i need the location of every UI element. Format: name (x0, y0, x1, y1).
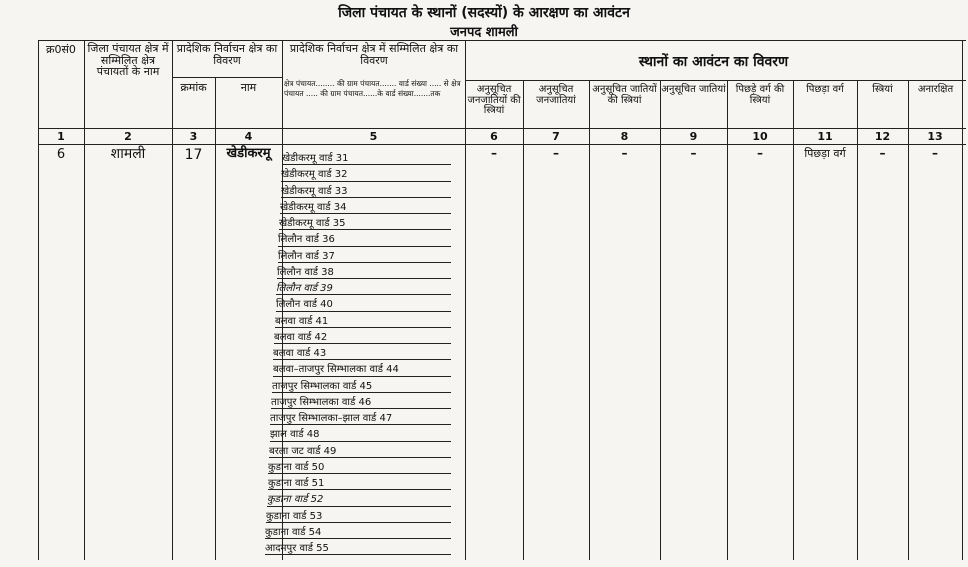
header-women: स्त्रियां (872, 84, 893, 95)
ward-underline (265, 554, 451, 555)
grid-line-numbers (38, 144, 966, 145)
ward-underline (276, 311, 451, 312)
header-sc-women: अनुसूचित जातियों की स्त्रियां (592, 84, 657, 106)
ward-item: लिलौन वार्ड 40 (276, 299, 333, 311)
ward-underline (266, 522, 451, 523)
header-kshetra-panchayat: जिला पंचायत क्षेत्र में सम्मिलित क्षेत्र पंचायतों के नाम (87, 42, 169, 79)
ward-underline (271, 408, 451, 409)
ward-underline (277, 278, 451, 279)
ward-underline (268, 473, 451, 474)
row-obc-women: – (757, 146, 763, 160)
grid-line-header (38, 128, 966, 129)
grid-col-line (38, 40, 39, 560)
row-kramank: 17 (184, 147, 203, 163)
grid-col-line (465, 40, 466, 560)
header-kramank: क्रमांक (180, 81, 207, 94)
row-st-women: – (491, 146, 497, 160)
row-sno: 6 (56, 147, 66, 162)
ward-underline (270, 424, 451, 425)
col-number: 6 (490, 130, 498, 143)
row-kshetra-panchayat: शामली (110, 146, 146, 162)
ward-underline (276, 294, 451, 295)
ward-item: आदमपुर वार्ड 55 (265, 543, 329, 554)
ward-item: कुडाना वार्ड 50 (268, 461, 325, 473)
col-number: 12 (874, 130, 891, 143)
grid-line-sub-34 (172, 77, 282, 78)
ward-underline (272, 392, 451, 393)
grid-line-top (38, 40, 966, 41)
header-obc-women: पिछड़े वर्ग की स्त्रियां (735, 84, 785, 106)
header-st-women: अनुसूचित जनजातियों की स्त्रियां (467, 84, 521, 116)
ward-item: बलवा वार्ड 41 (275, 315, 329, 327)
page-subtitle: जनपद शामली (450, 25, 518, 40)
header-sno: क्र0सं0 (46, 43, 76, 56)
ward-item: कुडाना वार्ड 51 (268, 478, 325, 489)
col-number: 5 (369, 130, 378, 143)
ward-item: कुडाना वार्ड 54 (265, 526, 322, 538)
ward-underline (275, 327, 451, 328)
ward-underline (278, 262, 451, 263)
row-obc: पिछड़ा वर्ग (804, 147, 846, 160)
page-title: जिला पंचायत के स्थानों (सदस्यों) के आरक्षण का आवंटन (338, 5, 630, 21)
ward-underline (278, 246, 451, 247)
header-unreserved: अनारक्षित (917, 84, 954, 95)
ward-underline (282, 164, 451, 165)
col-number: 11 (817, 130, 833, 143)
ward-underline (265, 538, 451, 539)
grid-col-line (172, 40, 173, 560)
ward-underline (281, 197, 451, 198)
ward-item: खेडीकरमू वार्ड 35 (279, 218, 346, 229)
col-number: 2 (124, 130, 132, 143)
grid-col-line (84, 40, 85, 560)
ward-item: खेडीकरमू वार्ड 32 (281, 169, 348, 181)
header-sammilit-kshetra-format: क्षेत्र पंचायत........ की ग्राम पंचायत....... वार्ड संख्या ..... से क्षेत्र पंचायत ..... की ग्राम पंचायत......के वार्ड संख्या.......तक (284, 79, 461, 99)
header-sc: अनुसूचित जातियां (661, 84, 726, 95)
ward-item: लिलौन वार्ड 38 (277, 266, 334, 278)
row-sc: – (690, 146, 697, 160)
header-sammilit-kshetra: प्रादेशिक निर्वाचन क्षेत्र में सम्मिलित क्षेत्र का विवरण (289, 42, 459, 67)
ward-underline (268, 489, 451, 490)
ward-underline (267, 506, 451, 507)
ward-underline (280, 213, 451, 214)
ward-item: खेडीकरमू वार्ड 34 (280, 201, 347, 213)
ward-item: लिलौन वार्ड 39 (276, 283, 333, 294)
header-obc: पिछड़ा वर्ग (806, 84, 844, 95)
ward-item: ताजपुर सिम्भालका वार्ड 46 (271, 396, 372, 408)
col-number: 1 (57, 130, 65, 143)
ward-item: खेडीकरमू वार्ड 33 (281, 185, 348, 197)
row-sc-women: – (621, 146, 628, 160)
header-naam: नाम (240, 81, 257, 94)
header-st: अनुसूचित जनजातियां (536, 84, 576, 106)
ward-item: कुडाना वार्ड 52 (267, 494, 324, 506)
ward-item: बलवा वार्ड 42 (274, 331, 328, 343)
row-women: – (879, 146, 886, 160)
ward-underline (273, 376, 451, 377)
grid-col-line (962, 40, 963, 560)
col-number: 8 (620, 130, 629, 143)
ward-item: ताजपुर सिम्भालका–झाल वार्ड 47 (270, 413, 393, 424)
ward-underline (281, 181, 451, 182)
ward-item: लिलौन वार्ड 36 (278, 234, 335, 246)
ward-underline (273, 359, 451, 360)
ward-item: बलवा–ताजपुर सिम्भालका वार्ड 44 (273, 364, 399, 376)
grid-line-sub-alloc (465, 80, 966, 81)
col-number: 10 (752, 130, 768, 143)
ward-underline (279, 229, 451, 230)
ward-underline (274, 343, 451, 344)
ward-item: ताजपुर सिम्भालका वार्ड 45 (272, 380, 373, 392)
col-number: 3 (189, 130, 198, 143)
ward-item: लिलौन वार्ड 37 (278, 250, 335, 262)
row-st: – (553, 146, 559, 160)
ward-item: बरला जट वार्ड 49 (269, 445, 337, 457)
header-allocation: स्थानों का आवंटन का विवरण (638, 54, 789, 70)
header-nirvachan-kshetra: प्रादेशिक निर्वाचन क्षेत्र का विवरण (176, 42, 278, 67)
col-number: 13 (927, 130, 943, 143)
ward-item: खेडीकरमू वार्ड 31 (282, 153, 349, 164)
col-number: 9 (689, 130, 698, 143)
ward-underline (269, 457, 451, 458)
ward-item: बलवा वार्ड 43 (273, 348, 327, 359)
ward-item: झाल वार्ड 48 (270, 429, 320, 441)
row-naam: खेडीकरमू (226, 146, 271, 161)
ward-underline (270, 441, 451, 442)
ward-item: कुडाना वार्ड 53 (266, 510, 323, 522)
col-number: 7 (552, 130, 560, 143)
row-unreserved: – (932, 146, 938, 160)
col-number: 4 (244, 130, 253, 143)
